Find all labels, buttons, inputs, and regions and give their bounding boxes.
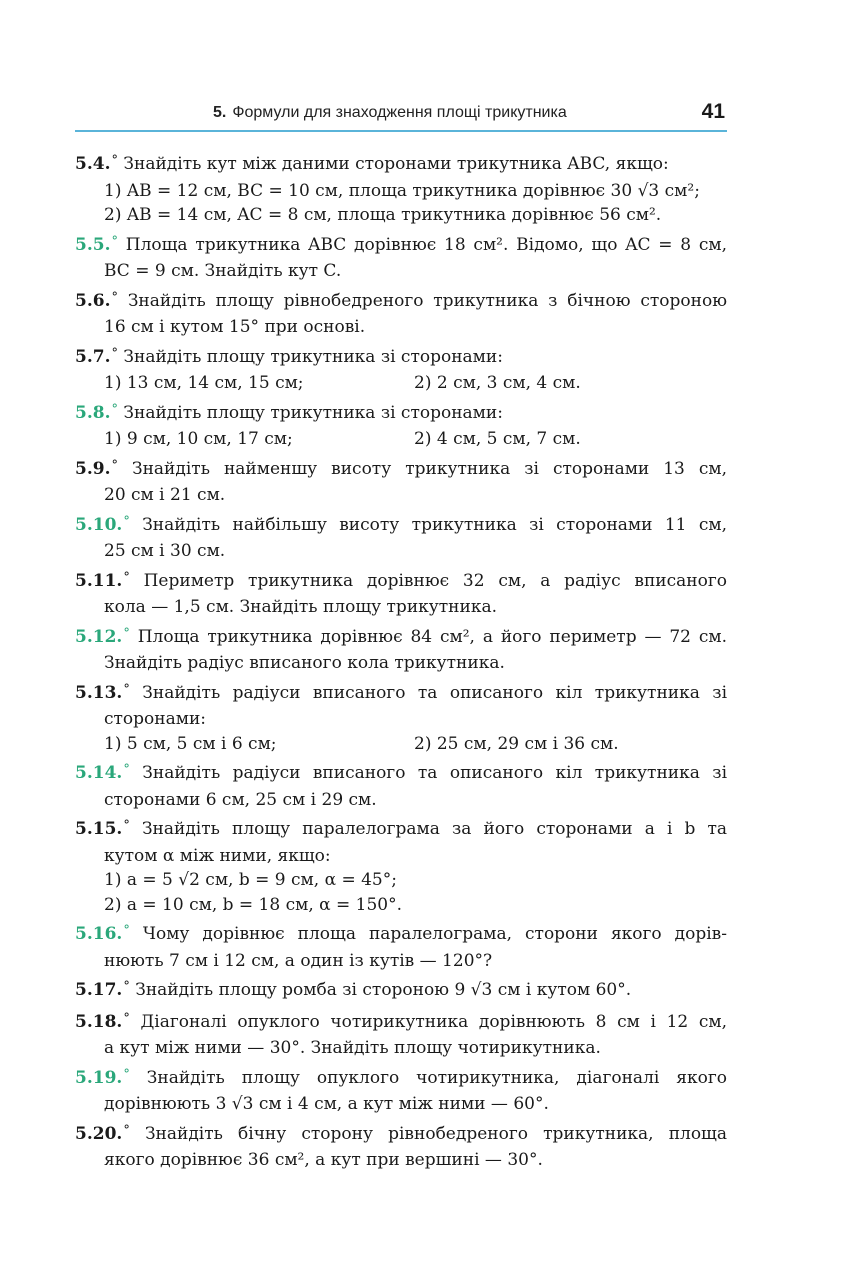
problem-number — [75, 347, 118, 367]
problem-text: Знайдіть кут між даними сторонами трикутника ABC, якщо: — [123, 154, 669, 174]
difficulty-mark: ° — [111, 153, 118, 168]
problem-text: Площа трикутника дорівнює 84 см², а його периметр — 72 см. — [137, 626, 728, 647]
difficulty-mark: ° — [111, 345, 118, 361]
problem-subitems-row — [75, 427, 727, 452]
problem-text: Знайдіть радіуси вписаного та описаного кіл трикутника зі — [142, 763, 728, 783]
problem-line — [75, 513, 727, 540]
problem-item — [75, 1066, 727, 1117]
difficulty-mark: ° — [123, 513, 130, 529]
problem-item — [75, 1122, 727, 1173]
problem-line — [75, 259, 727, 284]
problem-subitem-text: 1) 13 см, 14 см, 15 см; — [104, 373, 304, 393]
problem-subitem-text: 2) AB = 14 см, AC = 8 см, площа трикутника дорівнює 56 см². — [104, 205, 662, 225]
problem-item — [75, 625, 727, 676]
difficulty-mark: ° — [111, 457, 118, 473]
problem-number — [75, 459, 118, 479]
problem-text: Чому дорівнює площа паралелограма, сторони якого дорів- — [142, 924, 728, 944]
problem-subitem — [75, 203, 727, 228]
problem-number-text: 5.10. — [75, 514, 123, 535]
problem-number — [75, 980, 130, 1000]
problem-item — [75, 817, 727, 917]
header-rule — [75, 130, 727, 132]
problem-line — [75, 761, 727, 788]
problem-number-text: 5.15. — [75, 819, 123, 839]
problem-line — [75, 1148, 727, 1173]
difficulty-mark: ° — [111, 401, 118, 417]
problem-list — [75, 152, 727, 1178]
problem-text: Знайдіть площу ромба зі стороною 9 √3 см і кутом 60°. — [135, 980, 632, 1000]
problem-line — [75, 625, 727, 652]
difficulty-mark: ° — [123, 818, 130, 833]
problem-line — [75, 707, 727, 732]
problem-number — [75, 924, 130, 944]
problem-number — [75, 403, 118, 423]
problem-text: якого дорівнює 36 см², а кут при вершині — 30°. — [104, 1150, 543, 1170]
page-header — [75, 98, 727, 132]
page-number: 41 — [701, 100, 725, 123]
problem-number-text: 5.19. — [75, 1067, 123, 1088]
problem-item — [75, 681, 727, 757]
problem-text: Площа трикутника ABC дорівнює 18 см². Відомо, що AC = 8 см, — [125, 234, 727, 255]
problem-text: BC = 9 см. Знайдіть кут C. — [104, 261, 342, 281]
problem-line — [75, 539, 727, 564]
problem-subitem-text: 2) a = 10 см, b = 18 см, α = 150°. — [104, 894, 403, 915]
problem-text: сторонами 6 см, 25 см і 29 см. — [104, 789, 377, 810]
problem-number — [75, 1012, 130, 1032]
problem-subitem-text: 1) a = 5 √2 см, b = 9 см, α = 45°; — [104, 870, 397, 890]
problem-number — [75, 154, 118, 174]
problem-line — [75, 569, 727, 596]
problem-line — [75, 922, 727, 949]
problem-number-text: 5.20. — [75, 1123, 123, 1144]
problem-text: Знайдіть бічну сторону рівнобедреного трикутника, площа — [144, 1123, 727, 1144]
problem-line — [75, 949, 727, 974]
problem-text: 20 см і 21 см. — [104, 485, 226, 505]
problem-item — [75, 978, 727, 1005]
difficulty-mark: ° — [123, 1066, 130, 1082]
problem-text: Знайдіть радіус вписаного кола трикутника. — [104, 653, 505, 673]
problem-line — [75, 289, 727, 316]
problem-item — [75, 152, 727, 228]
problem-number — [75, 571, 130, 591]
problem-subitems-row — [75, 732, 727, 757]
section-number: 5. — [213, 104, 227, 121]
problem-subitem — [75, 179, 727, 204]
problem-line — [75, 1010, 727, 1037]
problem-line — [75, 681, 727, 708]
problem-line — [75, 457, 727, 484]
section-title-text: Формули для знаходження площі трикутника — [232, 104, 567, 121]
problem-text: кутом α між ними, якщо: — [104, 845, 331, 866]
problem-text: Знайдіть найбільшу висоту трикутника зі сторонами 11 см, — [142, 514, 728, 535]
problem-item — [75, 401, 727, 452]
problem-item — [75, 761, 727, 812]
problem-line — [75, 1122, 727, 1149]
difficulty-mark: ° — [111, 289, 118, 305]
problem-subitem-text: 1) AB = 12 см, BC = 10 см, площа трикутника дорівнює 30 √3 см²; — [104, 180, 700, 201]
problem-text: Знайдіть радіуси вписаного та описаного кіл трикутника зі — [142, 682, 728, 703]
problem-number-text: 5.16. — [75, 924, 123, 944]
difficulty-mark: ° — [123, 762, 130, 777]
problem-subitem-text: 2) 2 см, 3 см, 4 см. — [414, 373, 581, 393]
problem-text: сторонами: — [104, 709, 207, 729]
problem-text: Знайдіть площу паралелограма за його сторонами a і b та — [141, 819, 728, 839]
problem-text: кола — 1,5 см. Знайдіть площу трикутника. — [104, 597, 498, 617]
problem-line — [75, 345, 727, 372]
problem-number-text: 5.12. — [75, 626, 123, 647]
problem-number-text: 5.5. — [75, 234, 111, 255]
problem-line — [75, 788, 727, 813]
problem-number — [75, 819, 130, 839]
problem-number — [75, 627, 130, 647]
problem-line — [75, 315, 727, 340]
problem-subitems-row — [75, 371, 727, 396]
problem-text: Знайдіть площу опуклого чотирикутника, діагоналі якого — [146, 1067, 727, 1088]
problem-line — [75, 483, 727, 508]
problem-subitem-text: 1) 5 см, 5 см і 6 см; — [104, 733, 277, 754]
difficulty-mark: ° — [111, 233, 118, 249]
problem-number-text: 5.17. — [75, 980, 123, 1000]
problem-line — [75, 1092, 727, 1117]
difficulty-mark: ° — [123, 1010, 130, 1026]
problem-line — [75, 152, 727, 179]
problem-line — [75, 651, 727, 676]
problem-text: а кут між ними — 30°. Знайдіть площу чотирикутника. — [104, 1038, 601, 1058]
problem-number-text: 5.11. — [75, 570, 123, 591]
difficulty-mark: ° — [123, 979, 130, 994]
problem-number — [75, 235, 118, 255]
problem-line — [75, 817, 727, 844]
problem-text: дорівнюють 3 √3 см і 4 см, а кут між ними — 60°. — [104, 1094, 549, 1114]
problem-item — [75, 1010, 727, 1061]
problem-subitem-text: 1) 9 см, 10 см, 17 см; — [104, 429, 293, 449]
problem-text: Знайдіть площу рівнобедреного трикутника з бічною стороною — [127, 290, 727, 311]
problem-number-text: 5.8. — [75, 402, 111, 423]
problem-item — [75, 233, 727, 284]
problem-number-text: 5.9. — [75, 458, 111, 479]
problem-item — [75, 922, 727, 973]
difficulty-mark: ° — [123, 569, 130, 585]
problem-subitem-text: 2) 25 см, 29 см і 36 см. — [414, 733, 619, 754]
problem-subitem-text: 2) 4 см, 5 см, 7 см. — [414, 429, 581, 449]
problem-text: 25 см і 30 см. — [104, 541, 226, 561]
problem-text: Знайдіть площу трикутника зі сторонами: — [123, 402, 503, 423]
difficulty-mark: ° — [123, 681, 130, 697]
problem-number — [75, 763, 130, 783]
problem-line — [75, 595, 727, 620]
problem-line — [75, 401, 727, 428]
problem-line — [75, 1066, 727, 1093]
difficulty-mark: ° — [123, 1122, 130, 1138]
problem-number — [75, 1068, 130, 1088]
problem-number-text: 5.14. — [75, 763, 123, 783]
problem-item — [75, 345, 727, 396]
problem-item — [75, 289, 727, 340]
section-title — [213, 104, 567, 122]
problem-number-text: 5.13. — [75, 682, 123, 703]
problem-number — [75, 1124, 130, 1144]
problem-subitem — [75, 868, 727, 893]
problem-text: Діагоналі опуклого чотирикутника дорівнюють 8 см і 12 см, — [140, 1011, 727, 1032]
problem-item — [75, 513, 727, 564]
problem-number — [75, 683, 130, 703]
problem-text: Периметр трикутника дорівнює 32 см, а радіус вписаного — [143, 570, 727, 591]
problem-number-text: 5.18. — [75, 1011, 123, 1032]
problem-line — [75, 978, 727, 1005]
problem-subitem — [75, 893, 727, 918]
problem-item — [75, 569, 727, 620]
problem-text: Знайдіть площу трикутника зі сторонами: — [123, 346, 503, 367]
problem-text: 16 см і кутом 15° при основі. — [104, 317, 366, 337]
difficulty-mark: ° — [123, 923, 130, 938]
problem-text: нюють 7 см і 12 см, а один із кутів — 120°? — [104, 950, 493, 971]
problem-item — [75, 457, 727, 508]
problem-line — [75, 233, 727, 260]
problem-line — [75, 1036, 727, 1061]
problem-line — [75, 844, 727, 869]
problem-number-text: 5.7. — [75, 346, 111, 367]
problem-number-text: 5.6. — [75, 290, 111, 311]
difficulty-mark: ° — [123, 625, 130, 641]
problem-number-text: 5.4. — [75, 154, 111, 174]
problem-number — [75, 515, 130, 535]
problem-number — [75, 291, 118, 311]
problem-text: Знайдіть найменшу висоту трикутника зі сторонами 13 см, — [132, 458, 728, 479]
